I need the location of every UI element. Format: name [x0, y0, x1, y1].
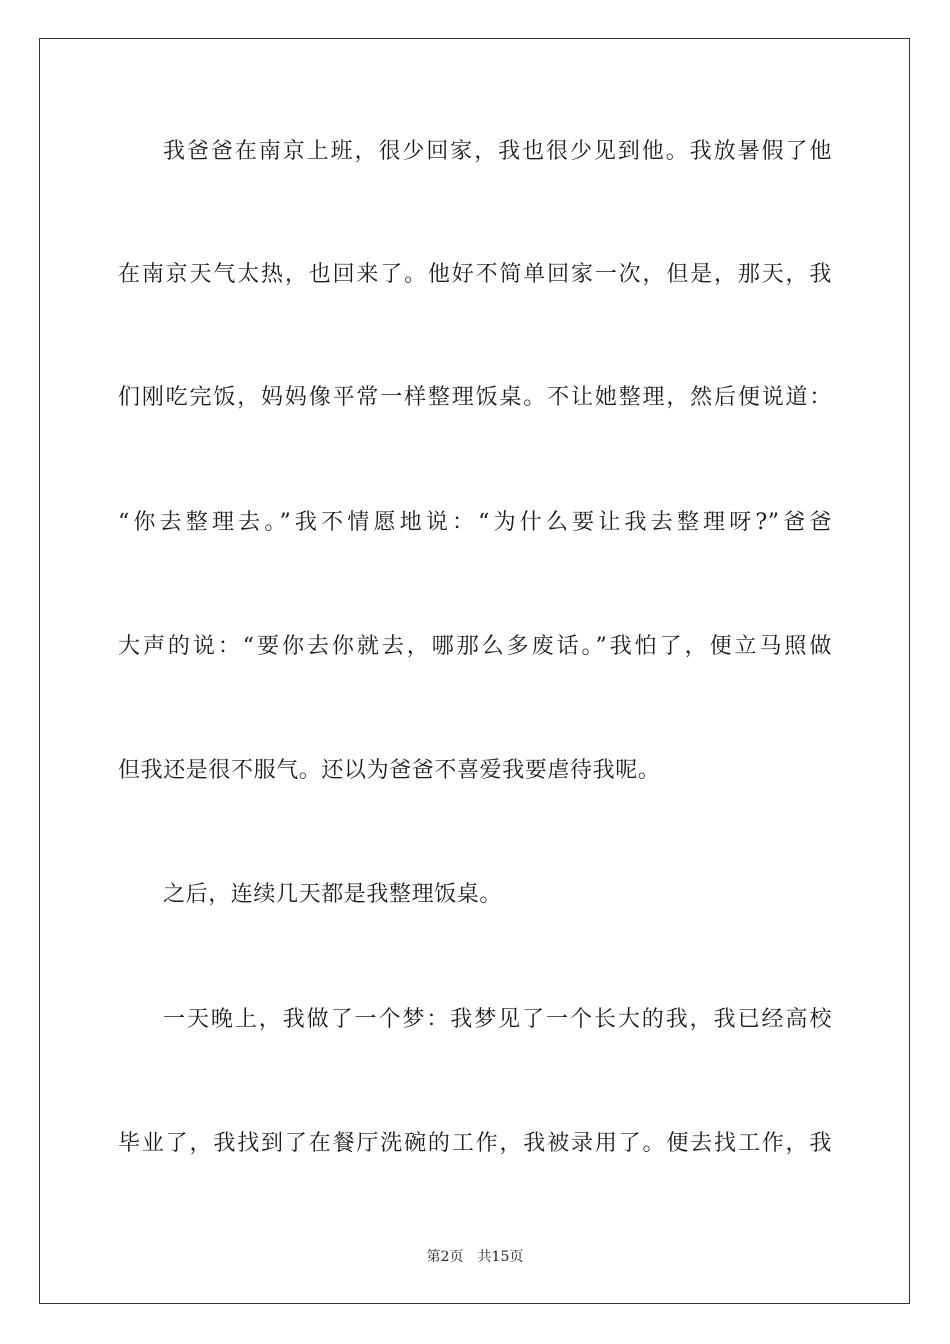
page-border	[39, 38, 910, 1304]
text-line-8: 一天晚上，我做了一个梦：我梦见了一个长大的我，我已经高校	[163, 1007, 832, 1032]
text-line-2: 在南京天气太热，也回来了。他好不简单回家一次，但是，那天，我	[118, 262, 832, 287]
page-number: 第2页	[426, 1249, 464, 1265]
total-pages: 共15页	[477, 1249, 524, 1265]
text-line-9: 毕业了，我找到了在餐厅洗碗的工作，我被录用了。便去找工作，我	[118, 1131, 832, 1156]
text-line-5: 大声的说：“要你去你就去，哪那么多废话。”我怕了，便立马照做	[118, 634, 832, 659]
page-footer	[0, 1248, 950, 1266]
text-line-1: 我爸爸在南京上班，很少回家，我也很少见到他。我放暑假了他	[163, 139, 832, 164]
text-line-6: 但我还是很不服气。还以为爸爸不喜爱我要虐待我呢。	[118, 758, 661, 783]
text-line-4: “你去整理去。”我不情愿地说：“为什么要让我去整理呀?”爸爸	[118, 510, 832, 535]
text-line-3: 们刚吃完饭，妈妈像平常一样整理饭桌。不让她整理，然后便说道：	[118, 385, 832, 410]
text-line-7: 之后，连续几天都是我整理饭桌。	[163, 882, 503, 907]
